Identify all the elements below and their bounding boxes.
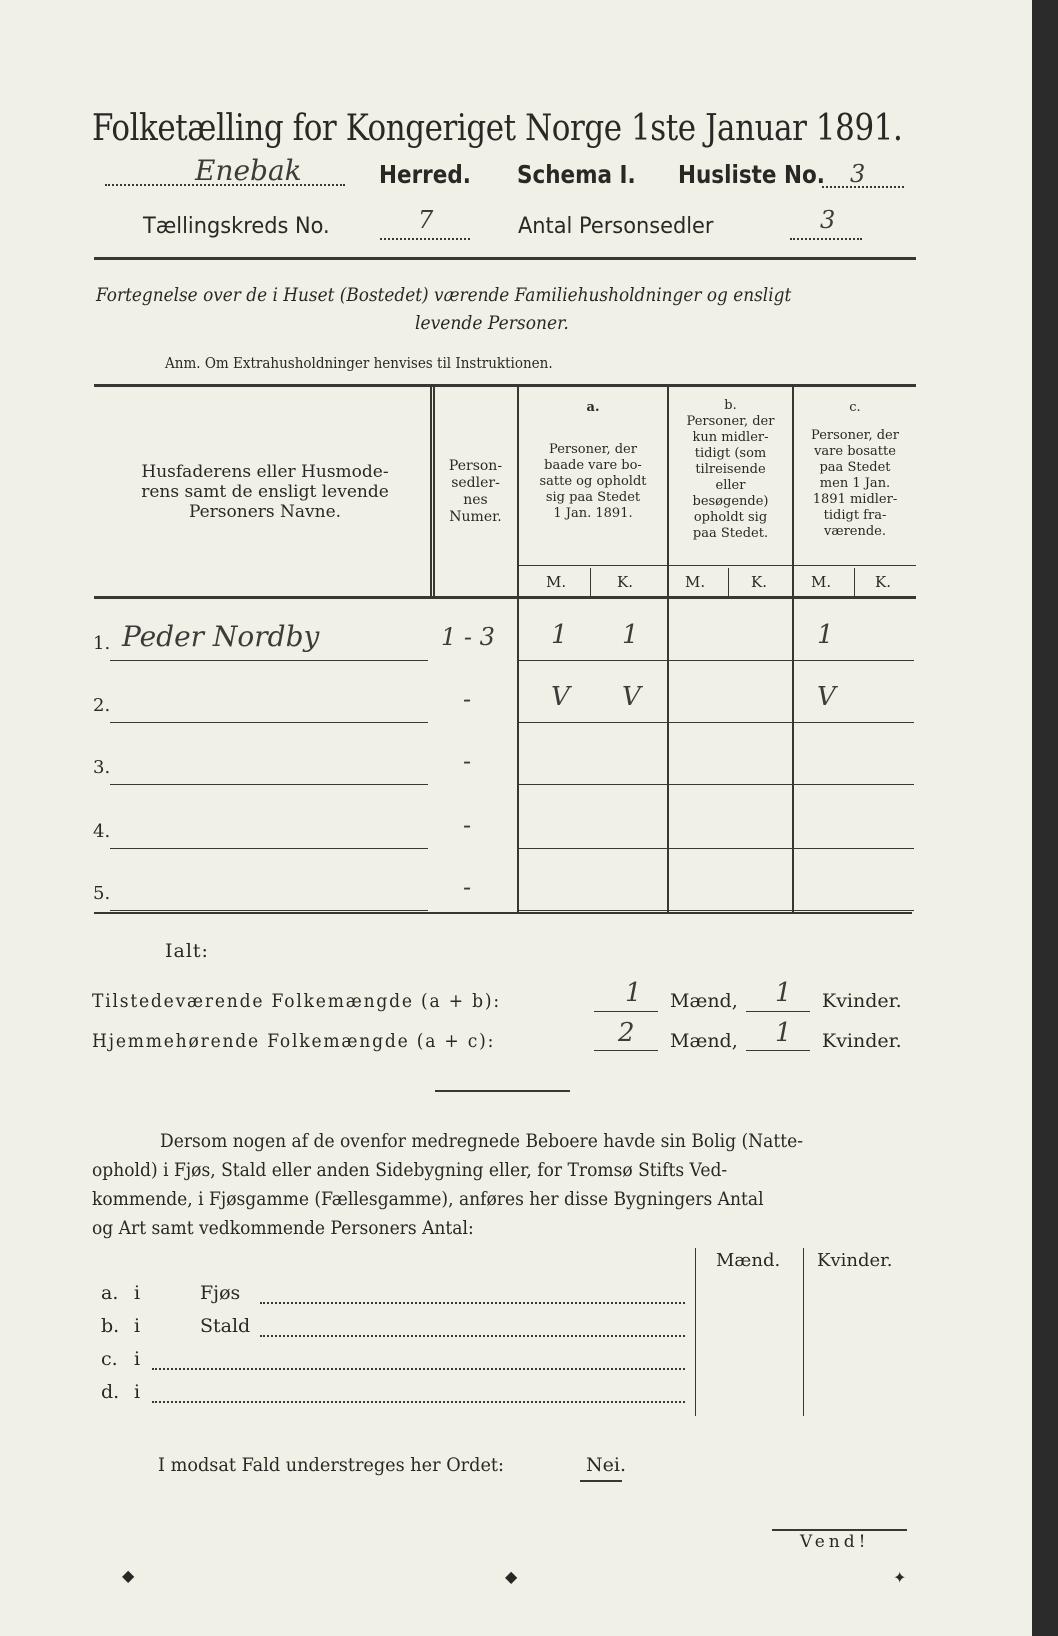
row-line [519, 910, 914, 911]
col-header-b [669, 398, 792, 542]
table-bottom-rule [94, 912, 912, 914]
building-dotted-line [152, 1368, 685, 1370]
row-line [110, 848, 428, 849]
col-b-line: kun midler- [692, 430, 769, 445]
building-row-letter: d. [101, 1381, 120, 1403]
hline [746, 1011, 810, 1012]
row-cell-a-m: V [551, 682, 570, 712]
antal-value: 3 [820, 206, 836, 234]
building-row-label: Fjøs [200, 1282, 241, 1304]
col-c-line: Personer, der [811, 428, 899, 443]
building-dotted-line [152, 1401, 685, 1403]
row-numer: - [463, 811, 472, 839]
row-line [110, 910, 428, 911]
totals-line1-kvinder: 1 [775, 978, 792, 1008]
building-row-i: i [134, 1315, 141, 1337]
building-row-i: i [134, 1348, 141, 1370]
antal-dotted-line [790, 238, 862, 240]
ialt-label: Ialt: [165, 940, 209, 962]
row-cell-a-k: V [622, 682, 641, 712]
col-name-line: rens samt de ensligt levende [141, 482, 389, 502]
col-b-line: besøgende) [692, 494, 769, 509]
row-line [519, 784, 914, 785]
maend-label: Mænd, [670, 1030, 738, 1052]
col-b-line: paa Stedet. [692, 526, 769, 541]
row-numer: - [463, 685, 472, 713]
kreds-label: Tællingskreds No. [143, 214, 330, 239]
col-c-letter: c. [849, 400, 861, 415]
col-header-name [100, 462, 430, 522]
col-header-a [519, 400, 667, 522]
vline [728, 568, 729, 596]
col-numer-line: sedler- [451, 475, 500, 491]
col-c-line: men 1 Jan. [819, 476, 891, 491]
totals-line2-kvinder: 1 [775, 1018, 792, 1048]
hline [746, 1050, 810, 1051]
row-number: 1. [93, 633, 111, 654]
intro-line2: levende Personer. [415, 312, 569, 334]
col-a-line: satte og opholdt [539, 474, 647, 489]
row-cell-c-m: 1 [817, 620, 834, 650]
row-number: 5. [93, 883, 111, 904]
col-c-line: 1891 midler- [812, 492, 898, 507]
buildings-col-maend: Mænd. [716, 1250, 781, 1271]
totals-line2-label: Hjemmehørende Folkemængde (a + c): [92, 1030, 496, 1052]
section-divider [435, 1090, 570, 1092]
row-name: Peder Nordby [122, 620, 320, 653]
buildings-para-3: kommende, i Fjøsgamme (Fællesgamme), anføres her disse Bygningers Antal [92, 1188, 764, 1210]
buildings-para-1: Dersom nogen af de ovenfor medregnede Beboere havde sin Bolig (Natte- [160, 1130, 803, 1152]
maend-label: Mænd, [670, 990, 738, 1012]
col-b-line: opholdt sig [693, 510, 768, 525]
antal-label: Antal Personsedler [518, 214, 714, 239]
mk-label: M. [546, 573, 567, 591]
col-b-letter: b. [724, 398, 737, 413]
col-b-line: tilreisende [695, 462, 766, 477]
husliste-label: Husliste No. [678, 160, 825, 189]
mk-label: M. [685, 573, 706, 591]
vend-label: Vend! [800, 1532, 870, 1552]
vline [695, 1248, 696, 1416]
building-row-letter: a. [101, 1282, 119, 1304]
row-numer: - [463, 873, 472, 901]
col-header-c [794, 400, 916, 540]
kvinder-label: Kvinder. [822, 990, 902, 1012]
col-a-letter: a. [586, 400, 600, 415]
col-numer-line: Numer. [449, 509, 502, 525]
row-line [110, 660, 428, 661]
anm-note: Anm. Om Extrahusholdninger henvises til Instruktionen. [165, 354, 553, 372]
vline [803, 1248, 804, 1416]
row-line [519, 660, 914, 661]
totals-line1-label: Tilstedeværende Folkemængde (a + b): [92, 990, 501, 1012]
col-a-line: Personer, der [549, 442, 637, 457]
col-c-line: værende. [824, 524, 886, 539]
buildings-para-2: ophold) i Fjøs, Stald eller anden Sidebygning eller, for Tromsø Stifts Ved- [92, 1159, 728, 1181]
kvinder-label: Kvinder. [822, 1030, 902, 1052]
building-dotted-line [260, 1302, 685, 1304]
col-b-line: Personer, der [686, 414, 775, 429]
col-b-line: eller [715, 478, 746, 493]
nei-word: Nei. [586, 1454, 626, 1476]
mk-label: M. [811, 573, 832, 591]
col-a-line: baade vare bo- [544, 458, 642, 473]
header-rule [94, 257, 916, 260]
ink-blot-icon: ✦ [893, 1568, 907, 1587]
buildings-para-4: og Art samt vedkommende Personers Antal: [92, 1217, 474, 1239]
row-line [519, 722, 914, 723]
col-a-line: 1 Jan. 1891. [553, 506, 633, 521]
row-cell-c-m: V [817, 682, 836, 712]
col-header-numer [434, 458, 517, 526]
vline [854, 568, 855, 596]
mk-label: K. [875, 573, 891, 591]
form-title: Folketælling for Kongeriget Norge 1ste Januar 1891. [92, 108, 903, 149]
building-dotted-line [260, 1335, 685, 1337]
row-number: 3. [93, 757, 111, 778]
ink-blot-icon: ◆ [505, 1567, 518, 1586]
kreds-dotted-line [380, 238, 470, 240]
row-line [110, 722, 428, 723]
col-name-line: Husfaderens eller Husmode- [141, 462, 389, 482]
col-c-line: paa Stedet [819, 460, 891, 475]
ink-blot-icon: ◆ [122, 1566, 135, 1585]
row-cell-a-k: 1 [622, 620, 639, 650]
totals-line1-maend: 1 [625, 978, 642, 1008]
building-row-letter: c. [101, 1348, 118, 1370]
totals-line2-maend: 2 [618, 1018, 635, 1048]
mk-label: K. [617, 573, 633, 591]
row-number: 4. [93, 821, 111, 842]
intro-line1: Fortegnelse over de i Huset (Bostedet) værende Familiehusholdninger og ensligt [96, 284, 792, 306]
hline [594, 1011, 658, 1012]
hline [594, 1050, 658, 1051]
hline [772, 1529, 907, 1531]
building-row-label: Stald [200, 1315, 251, 1337]
col-name-line: Personers Navne. [188, 502, 342, 522]
col-c-line: tidigt fra- [823, 508, 887, 523]
col-c-line: vare bosatte [814, 444, 896, 459]
col-numer-line: nes [463, 492, 488, 508]
row-line [519, 848, 914, 849]
buildings-col-kvinder: Kvinder. [817, 1250, 893, 1271]
vline [590, 568, 591, 596]
kreds-value: 7 [418, 206, 434, 234]
building-row-i: i [134, 1282, 141, 1304]
building-row-i: i [134, 1381, 141, 1403]
row-number: 2. [93, 695, 111, 716]
vline [430, 386, 432, 596]
herred-label: Herred. [379, 160, 471, 189]
hline [517, 565, 916, 566]
husliste-value: 3 [850, 160, 866, 188]
col-a-line: sig paa Stedet [545, 490, 641, 505]
row-numer: 1 - 3 [441, 623, 495, 651]
modsat-text: I modsat Fald understreges her Ordet: [158, 1454, 504, 1476]
col-b-line: tidigt (som [694, 446, 767, 461]
row-line [110, 784, 428, 785]
row-numer: - [463, 747, 472, 775]
hline [580, 1480, 622, 1482]
building-row-letter: b. [101, 1315, 120, 1337]
mk-label: K. [751, 573, 767, 591]
col-numer-line: Person- [448, 458, 503, 474]
row-cell-a-m: 1 [551, 620, 568, 650]
schema-label: Schema I. [517, 160, 636, 189]
herred-value: Enebak [195, 154, 302, 187]
